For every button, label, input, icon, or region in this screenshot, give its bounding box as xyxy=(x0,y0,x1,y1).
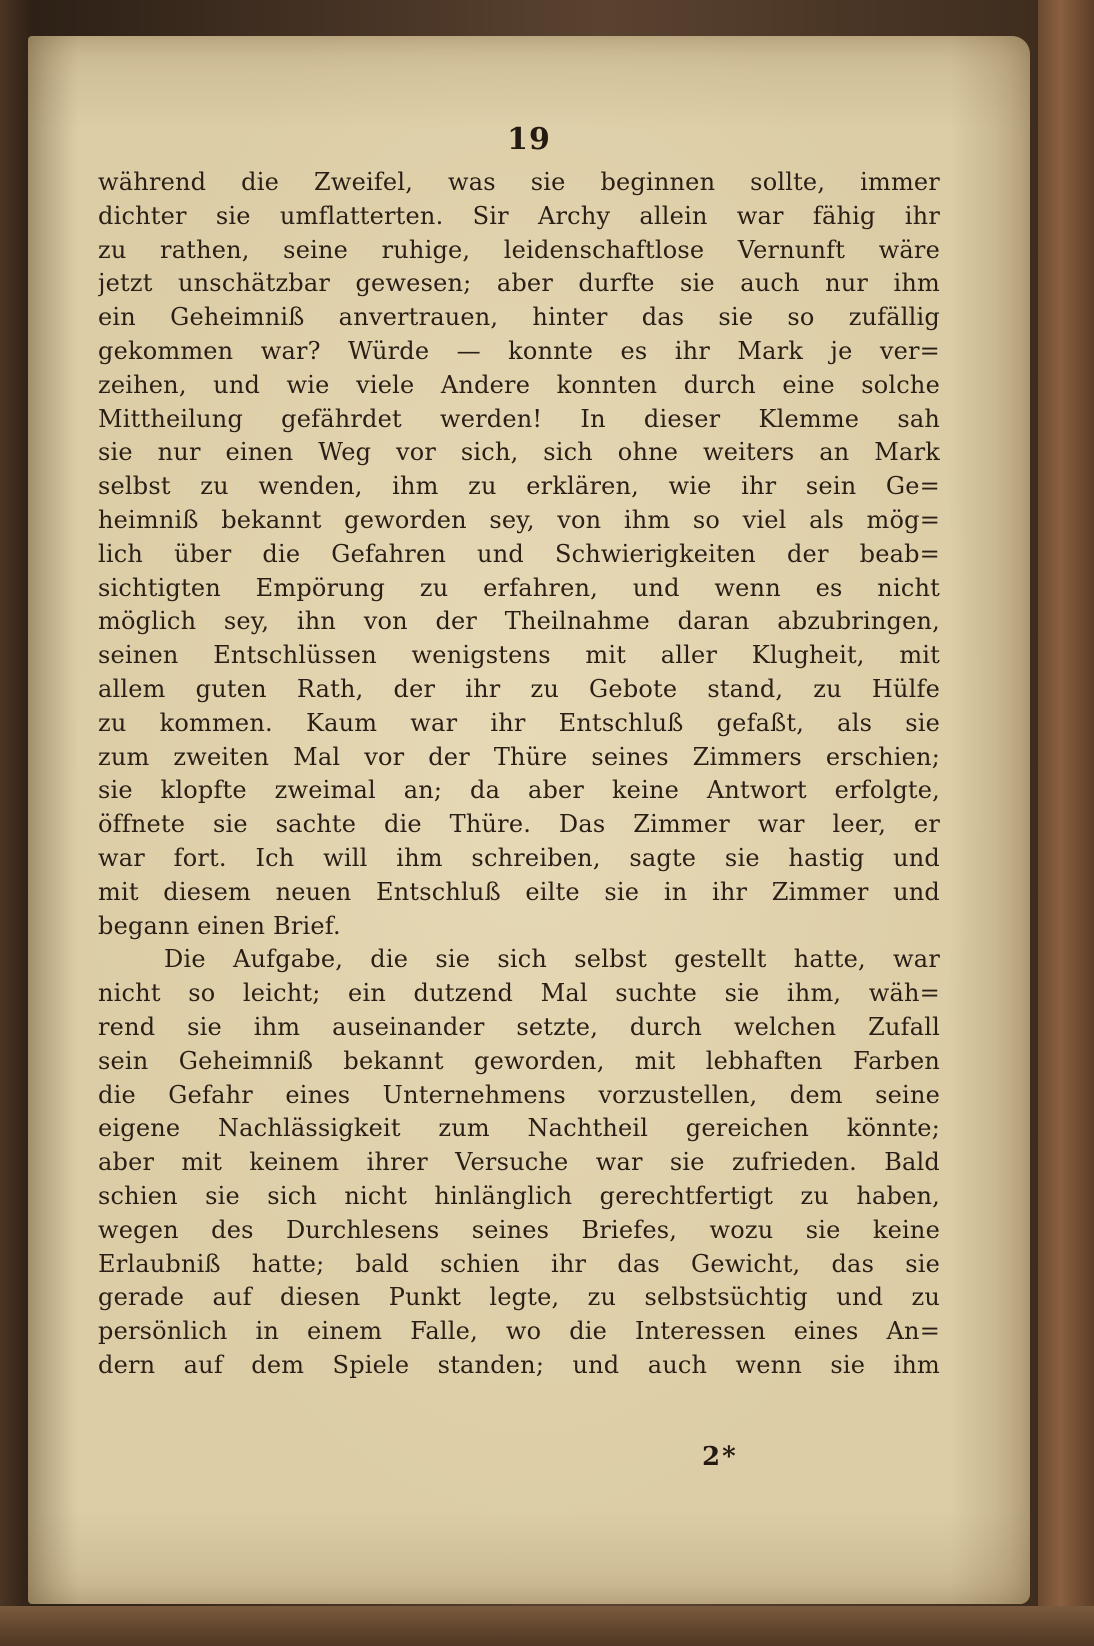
text-line: gerade auf diesen Punkt legte, zu selbstsüchtig und zu xyxy=(98,1283,940,1312)
text-line: zu kommen. Kaum war ihr Entschluß gefaßt, als sie xyxy=(98,708,940,737)
book-page xyxy=(28,36,1030,1604)
text-line: sein Geheimniß bekannt geworden, mit lebhaften Farben xyxy=(98,1046,940,1075)
text-line: zum zweiten Mal vor der Thüre seines Zimmers erschien; xyxy=(98,742,940,771)
body-text xyxy=(98,166,940,1383)
text-line: möglich sey, ihn von der Theilnahme daran abzubringen, xyxy=(98,607,940,636)
text-line: sie nur einen Weg vor sich, sich ohne weiters an Mark xyxy=(98,438,940,467)
text-line: selbst zu wenden, ihm zu erklären, wie ihr sein Ge= xyxy=(98,472,940,501)
text-line: heimniß bekannt geworden sey, von ihm so viel als mög= xyxy=(98,505,940,534)
text-line: dichter sie umflatterten. Sir Archy allein war fähig ihr xyxy=(98,201,940,230)
text-line: schien sie sich nicht hinlänglich gerechtfertigt zu haben, xyxy=(98,1181,940,1210)
text-line: gekommen war? Würde — konnte es ihr Mark je ver= xyxy=(98,336,940,365)
cover-edge-bottom xyxy=(0,1606,1094,1646)
text-line: mit diesem neuen Entschluß eilte sie in ihr Zimmer und xyxy=(98,877,940,906)
text-line: öffnete sie sachte die Thüre. Das Zimmer war leer, er xyxy=(98,810,940,839)
text-line: ein Geheimniß anvertrauen, hinter das sie so zufällig xyxy=(98,303,940,332)
text-line: zu rathen, seine ruhige, leidenschaftlose Vernunft wäre xyxy=(98,235,940,264)
text-line: rend sie ihm auseinander setzte, durch welchen Zufall xyxy=(98,1012,940,1041)
text-line: sie klopfte zweimal an; da aber keine Antwort erfolgte, xyxy=(98,776,940,805)
text-line: lich über die Gefahren und Schwierigkeiten der beab= xyxy=(98,539,940,568)
page-number: 19 xyxy=(507,122,551,157)
text-line: die Gefahr eines Unternehmens vorzustellen, dem seine xyxy=(98,1080,940,1109)
text-line: sichtigten Empörung zu erfahren, und wenn es nicht xyxy=(98,573,940,602)
text-line: persönlich in einem Falle, wo die Interessen eines An= xyxy=(98,1317,940,1346)
text-line: Erlaubniß hatte; bald schien ihr das Gewicht, das sie xyxy=(98,1249,940,1278)
signature-mark: 2* xyxy=(702,1442,738,1472)
text-line: nicht so leicht; ein dutzend Mal suchte sie ihm, wäh= xyxy=(98,979,940,1008)
text-line: während die Zweifel, was sie beginnen sollte, immer xyxy=(98,168,940,196)
text-line: eigene Nachlässigkeit zum Nachtheil gereichen könnte; xyxy=(98,1114,940,1143)
text-line: zeihen, und wie viele Andere konnten durch eine solche xyxy=(98,370,940,399)
text-line: wegen des Durchlesens seines Briefes, wozu sie keine xyxy=(98,1215,940,1244)
text-line: dern auf dem Spiele standen; und auch wenn sie ihm xyxy=(98,1350,940,1379)
text-line: Mittheilung gefährdet werden! In dieser Klemme sah xyxy=(98,404,940,433)
text-line: war fort. Ich will ihm schreiben, sagte sie hastig und xyxy=(98,843,940,872)
text-line: jetzt unschätzbar gewesen; aber durfte sie auch nur ihm xyxy=(98,269,940,298)
text-line: Die Aufgabe, die sie sich selbst gestellt hatte, war xyxy=(164,945,940,974)
text-line: aber mit keinem ihrer Versuche war sie zufrieden. Bald xyxy=(98,1148,940,1177)
text-line: seinen Entschlüssen wenigstens mit aller Klugheit, mit xyxy=(98,641,940,670)
text-line: begann einen Brief. xyxy=(98,911,341,940)
cover-edge-right xyxy=(1038,0,1094,1646)
text-line: allem guten Rath, der ihr zu Gebote stand, zu Hülfe xyxy=(98,674,940,703)
